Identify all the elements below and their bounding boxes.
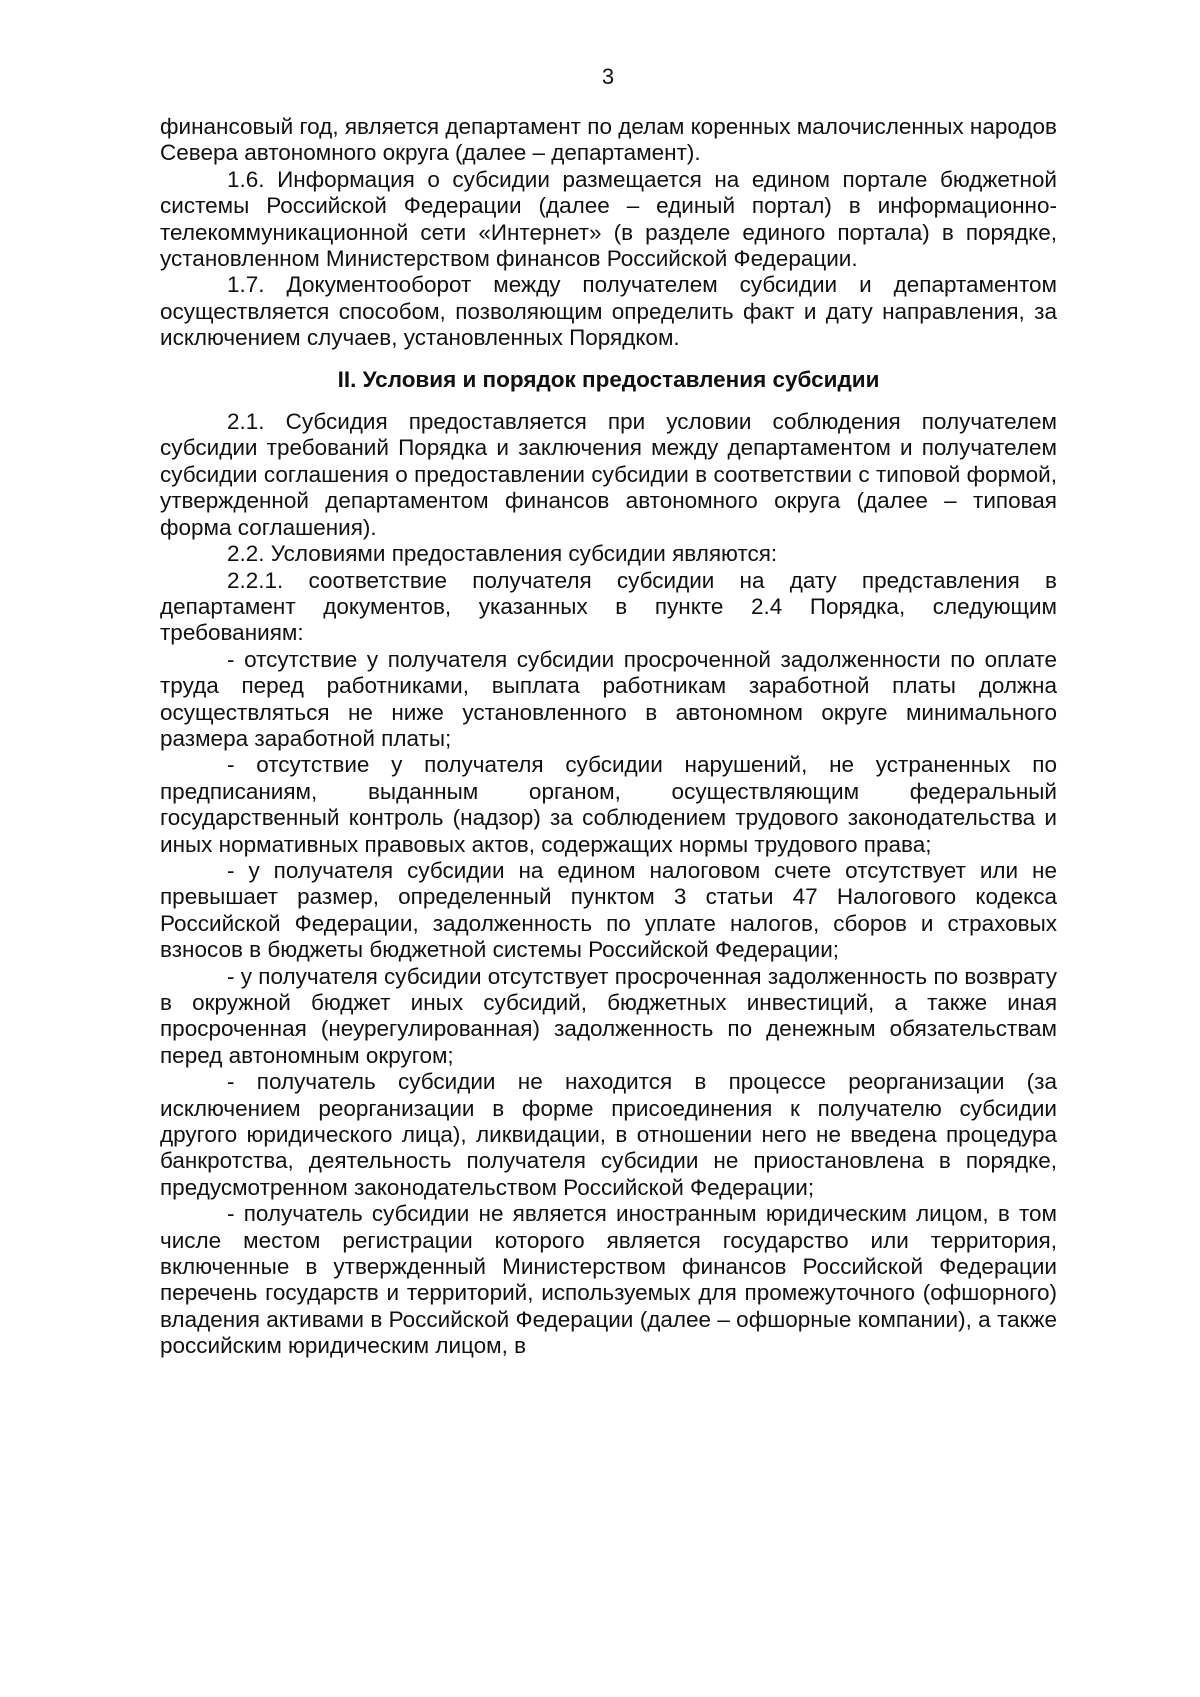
paragraph: 2.2. Условиями предоставления субсидии являются: — [227, 541, 778, 567]
list-item: - получатель субсидии не находится в процессе реорганизации (за исключением реорганизации в форме присоединения к получателю субсидии другого юридического лица), ликвидации, в отношении него не введена процедура банкротства, деятельность получателя субсидии не приостановлена в порядке, предусмотренном законодательством Российской Федерации; — [160, 1069, 1057, 1200]
paragraph: 2.2.1. соответствие получателя субсидии на дату представления в департамент документов, указанных в пункте 2.4 Порядка, следующим требованиям: — [160, 567, 1057, 646]
list-item: - у получателя субсидии на едином налоговом счете отсутствует или не превышает размер, определенный пунктом 3 статьи 47 Налогового кодекса Российской Федерации, задолженность по уплате налогов, сборов и страховых взносов в бюджеты бюджетной системы Российской Федерации; — [160, 857, 1057, 963]
list-item: - отсутствие у получателя субсидии просроченной задолженности по оплате труда перед работниками, выплата работникам заработной платы должна осуществляться не ниже установленного в автономном округе минимального размера заработной платы; — [160, 646, 1057, 751]
paragraph: 1.7. Документооборот между получателем субсидии и департаментом осуществляется способом, позволяющим определить факт и дату направления, за исключением случаев, установленных Порядком. — [160, 272, 1057, 351]
list-item: - получатель субсидии не является иностранным юридическим лицом, в том числе местом регистрации которого является государство или территория, включенные в утвержденный Министерством финансов Российской Федерации перечень государств и территорий, используемых для промежуточного (офшорного) владения активами в Российской Федерации (далее – офшорные компании), а также российским юридическим лицом, в — [160, 1201, 1057, 1359]
list-item: - у получателя субсидии отсутствует просроченная задолженность по возврату в окружной бюджет иных субсидий, бюджетных инвестиций, а также иная просроченная (неурегулированная) задолженность по денежным обязательствам перед автономным округом; — [160, 963, 1057, 1068]
list-item: - отсутствие у получателя субсидии нарушений, не устраненных по предписаниям, выданным органом, осуществляющим федеральный государственный контроль (надзор) за соблюдением трудового законодательства и иных нормативных правовых актов, содержащих нормы трудового права; — [160, 752, 1057, 857]
paragraph: финансовый год, является департамент по делам коренных малочисленных народов Севера автономного округа (далее – департамент). — [160, 114, 1057, 166]
paragraph: 2.1. Субсидия предоставляется при условии соблюдения получателем субсидии требований Порядка и заключения между департаментом и получателем субсидии соглашения о предоставлении субсидии в соответствии с типовой формой, утвержденной департаментом финансов автономного округа (далее – типовая форма соглашения). — [160, 409, 1057, 540]
document-body — [160, 114, 1057, 1360]
section-title: II. Условия и порядок предоставления субсидии — [337, 366, 880, 392]
page-number: 3 — [601, 64, 615, 89]
paragraph: 1.6. Информация о субсидии размещается на едином портале бюджетной системы Российской Федерации (далее – единый портал) в информационно-телекоммуникационной сети «Интернет» (в разделе единого портала) в порядке, установленном Министерством финансов Российской Федерации. — [160, 166, 1057, 272]
